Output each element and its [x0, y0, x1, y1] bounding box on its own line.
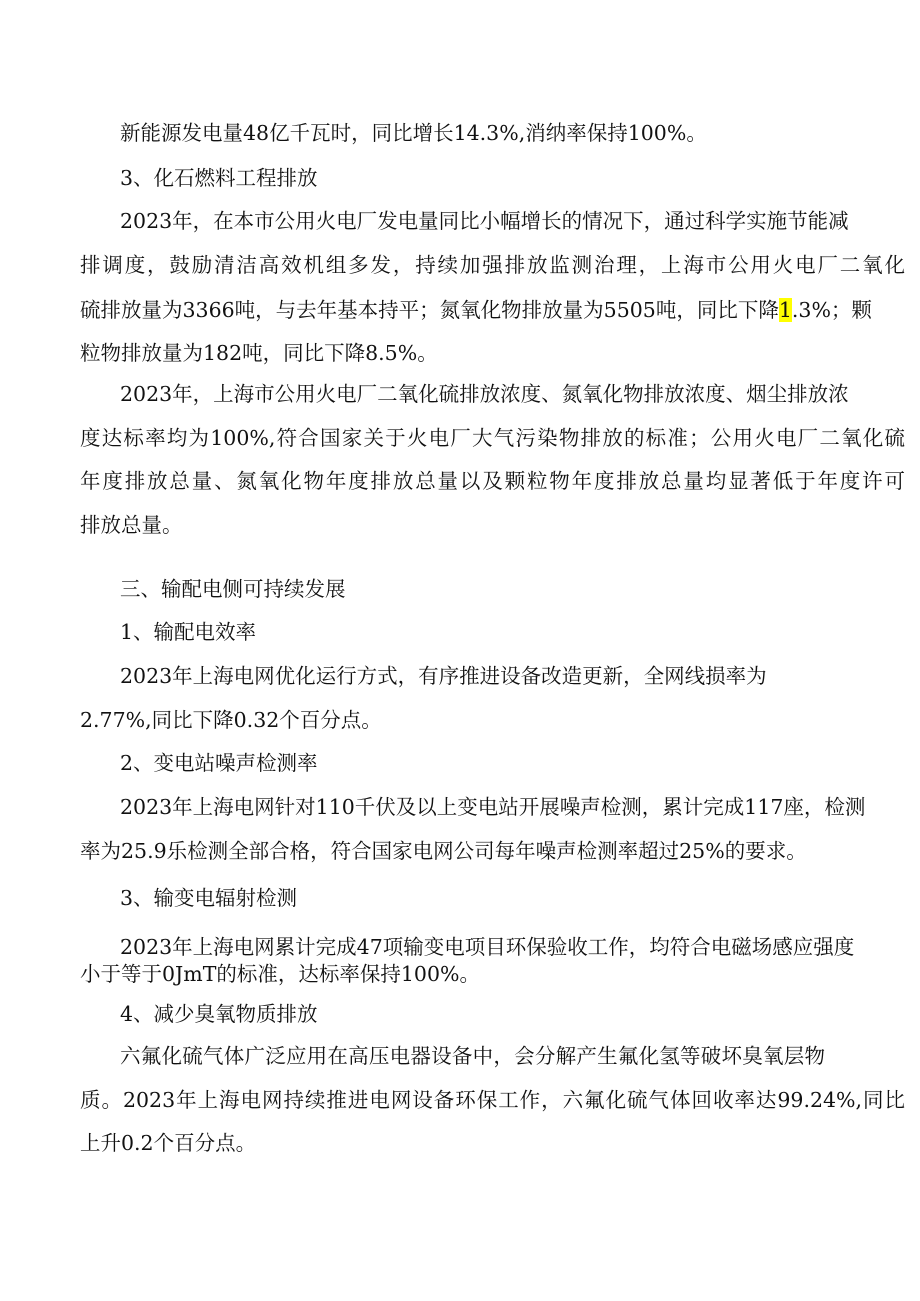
- section-heading: 2、变电站噪声检测率: [120, 751, 318, 775]
- paragraph-line: 2023年上海电网针对110千伏及以上变电站开展噪声检测，累计完成117座，检测: [120, 795, 866, 819]
- paragraph-line: 粒物排放量为182吨，同比下降8.5%。: [80, 341, 438, 365]
- highlighted-text: 1: [778, 298, 792, 322]
- paragraph-line: 六氟化硫气体广泛应用在高压电器设备中，会分解产生氟化氢等破坏臭氧层物: [120, 1044, 825, 1068]
- section-heading: 3、输变电辐射检测: [120, 886, 298, 910]
- paragraph-line: [80, 296, 872, 324]
- paragraph-line: 小于等于0JmT的标准，达标率保持100%。: [80, 962, 480, 986]
- paragraph-line: 排放总量。: [80, 513, 183, 537]
- paragraph-line: 排调度，鼓励清洁高效机组多发，持续加强排放监测治理，上海市公用火电厂二氧化: [80, 253, 905, 277]
- section-heading: 1、输配电效率: [120, 620, 257, 644]
- paragraph-text: .3%；颗: [791, 298, 872, 322]
- paragraph-line: 2023年，上海市公用火电厂二氧化硫排放浓度、氮氧化物排放浓度、烟尘排放浓: [120, 382, 849, 406]
- section-heading: 4、减少臭氧物质排放: [120, 1002, 318, 1026]
- paragraph-line: 质。2023年上海电网持续推进电网设备环保工作，六氟化硫气体回收率达99.24%,同比: [80, 1088, 905, 1112]
- paragraph-line: 年度排放总量、氮氧化物年度排放总量以及颗粒物年度排放总量均显著低于年度许可: [80, 469, 905, 493]
- paragraph-line: 度达标率均为100%,符合国家关于火电厂大气污染物排放的标准；公用火电厂二氧化硫: [80, 426, 905, 450]
- section-heading: 3、化石燃料工程排放: [120, 166, 318, 190]
- paragraph-line: 2023年上海电网优化运行方式，有序推进设备改造更新，全网线损率为: [120, 664, 767, 688]
- paragraph-line: 2.77%,同比下降0.32个百分点。: [80, 708, 382, 732]
- paragraph-line: 上升0.2个百分点。: [80, 1131, 257, 1155]
- paragraph-line: 率为25.9乐检测全部合格，符合国家电网公司每年噪声检测率超过25%的要求。: [80, 839, 807, 863]
- paragraph-text: 硫排放量为3366吨，与去年基本持平；氮氧化物排放量为5505吨，同比下降: [80, 298, 779, 322]
- paragraph-line: 新能源发电量48亿千瓦时，同比增长14.3%,消纳率保持100%。: [120, 121, 707, 145]
- paragraph-line: 2023年上海电网累计完成47项输变电项目环保验收工作，均符合电磁场感应强度: [120, 935, 855, 959]
- paragraph-line: 2023年，在本市公用火电厂发电量同比小幅增长的情况下，通过科学实施节能减: [120, 209, 849, 233]
- section-heading: 三、输配电侧可持续发展: [120, 577, 346, 601]
